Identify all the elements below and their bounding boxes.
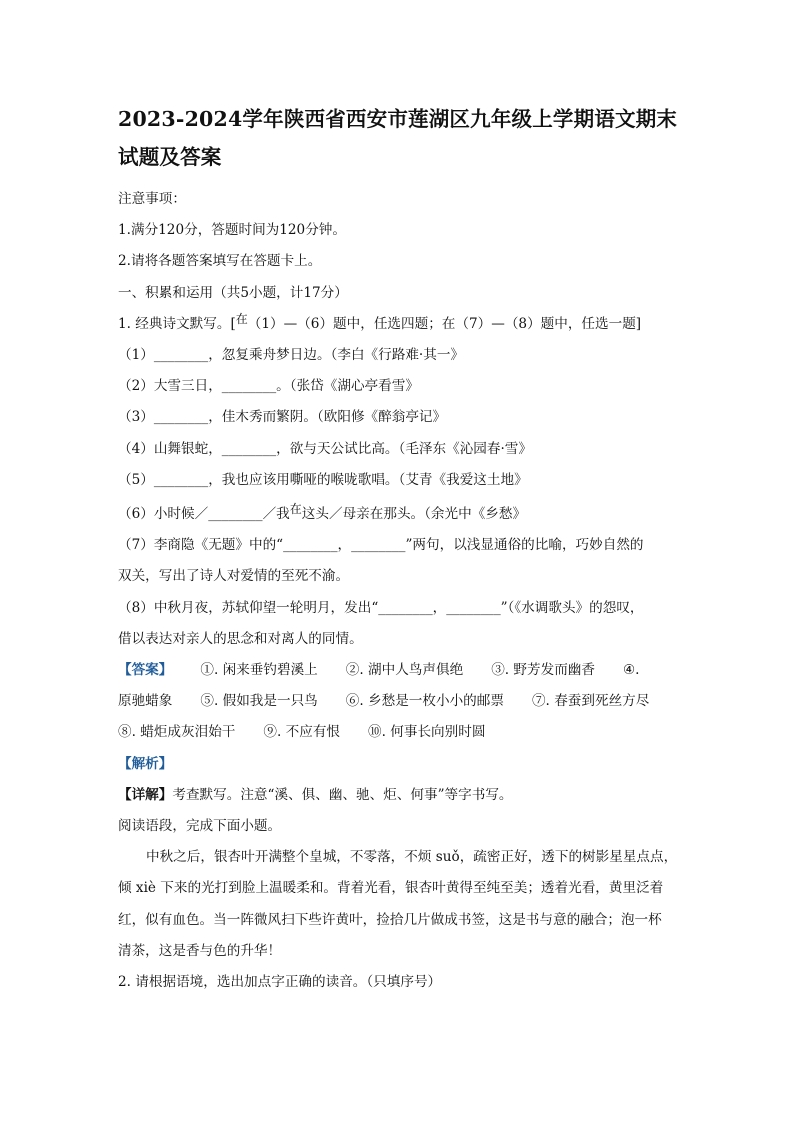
document-page	[118, 100, 678, 998]
q1-item: （5）________，我也应该用嘶哑的喉咙歌唱。（艾青《我爱这土地》	[118, 471, 528, 488]
answer-item: ③. 野芳发而幽香	[491, 662, 595, 679]
answer-item: ④.	[623, 662, 640, 679]
q1-item-7-line2: 双关，写出了诗人对爱情的至死不渝。	[118, 568, 350, 585]
document-title	[118, 100, 678, 176]
q1-item6-b: 这头／母亲在那头。（余光中《乡愁》	[301, 506, 527, 523]
q1-stem-raised: 在	[235, 311, 248, 326]
q1-stem-a: 1. 经典诗文默写。[	[118, 315, 236, 332]
q1-item-8-line2: 借以表达对亲人的思念和对离人的同情。	[118, 630, 363, 647]
answer-item: ⑤. 假如我是一只鸟	[200, 693, 318, 710]
answer-item: ①. 闲来垂钓碧溪上	[200, 662, 318, 679]
answer-item: 原驰蜡象	[118, 693, 173, 710]
title-line-1: 2023-2024学年陕西省西安市莲湖区九年级上学期语文期末	[118, 107, 678, 131]
q1-item6-a: （6）小时候／________／我	[118, 506, 290, 523]
answer-item: ②. 湖中人鸟声俱绝	[345, 662, 464, 679]
reading-paragraph-line: 红，似有血色。当一阵微风扫下些许黄叶，捡拾几片做成书签，这是书与意的融合；泡一杯	[118, 911, 662, 928]
detail-text: 考查默写。注意“溪、俱、幽、驰、炬、何事”等字书写。	[172, 786, 513, 803]
answer-row-2	[118, 686, 678, 717]
reading-paragraph-line: 倾 xiè 下来的光打到脸上温暖柔和。背着光看，银杏叶黄得至纯至美；透着光看，黄里泛着	[118, 880, 664, 897]
question-1-stem	[118, 309, 678, 340]
notice-item-1: 1.满分120分，答题时间为120分钟。	[118, 222, 346, 239]
notice-item-2: 2.请将各题答案填写在答题卡上。	[118, 253, 322, 270]
answer-tag: 【答案】	[118, 662, 173, 679]
answer-item: ⑨. 不应有恨	[263, 724, 341, 741]
q1-item-7-line1: （7）李商隐《无题》中的“________，________”两句，以浅显通俗的比喻，巧妙自然的	[118, 537, 644, 554]
answer-item: ⑦. 春蚕到死丝方尽	[531, 693, 650, 710]
notice-heading: 注意事项：	[118, 191, 186, 207]
answer-row-1	[118, 655, 678, 686]
answer-item: ⑩. 何事长向别时圆	[368, 724, 486, 741]
answer-row-3	[118, 717, 678, 748]
q1-item: （1）________，忽复乘舟梦日边。（李白《行路难·其一》	[118, 347, 465, 364]
detail-tag: 【详解】	[118, 786, 173, 803]
answer-item: ⑥. 乡愁是一枚小小的邮票	[345, 693, 504, 710]
q1-item-6	[118, 499, 678, 530]
analysis-tag-line	[118, 749, 678, 780]
q1-item: （2）大雪三日，________。（张岱《湖心亭看雪》	[118, 378, 419, 395]
reading-paragraph-line: 中秋之后，银杏叶开满整个皇城，不零落，不烦 suǒ，疏密正好，透下的树影星星点点，	[146, 849, 678, 866]
q1-item-8-line1: （8）中秋月夜，苏轼仰望一轮明月，发出“________，________”（《水调歌头》的怨叹，	[118, 599, 644, 616]
analysis-detail	[118, 780, 678, 811]
q1-item: （4）山舞银蛇，________，欲与天公试比高。（毛泽东《沁园春·雪》	[118, 440, 532, 457]
q1-stem-b: （1）—（6）题中，任选四题；在（7）—（8）题中，任选一题]	[247, 315, 642, 332]
reading-intro: 阅读语段，完成下面小题。	[118, 818, 282, 835]
question-2-stem: 2. 请根据语境，选出加点字正确的读音。（只填序号）	[118, 974, 442, 991]
reading-paragraph-line: 清茶，这是香与色的升华！	[118, 942, 282, 959]
q1-item6-raised: 在	[289, 502, 302, 517]
section-heading: 一、积累和运用（共5小题，计17分）	[118, 284, 348, 301]
title-line-2: 试题及答案	[118, 145, 222, 169]
answer-item: ⑧. 蜡炬成灰泪始干	[118, 724, 236, 741]
q1-item: （3）________，佳木秀而繁阴。（欧阳修《醉翁亭记》	[118, 409, 447, 426]
analysis-tag: 【解析】	[118, 755, 173, 772]
